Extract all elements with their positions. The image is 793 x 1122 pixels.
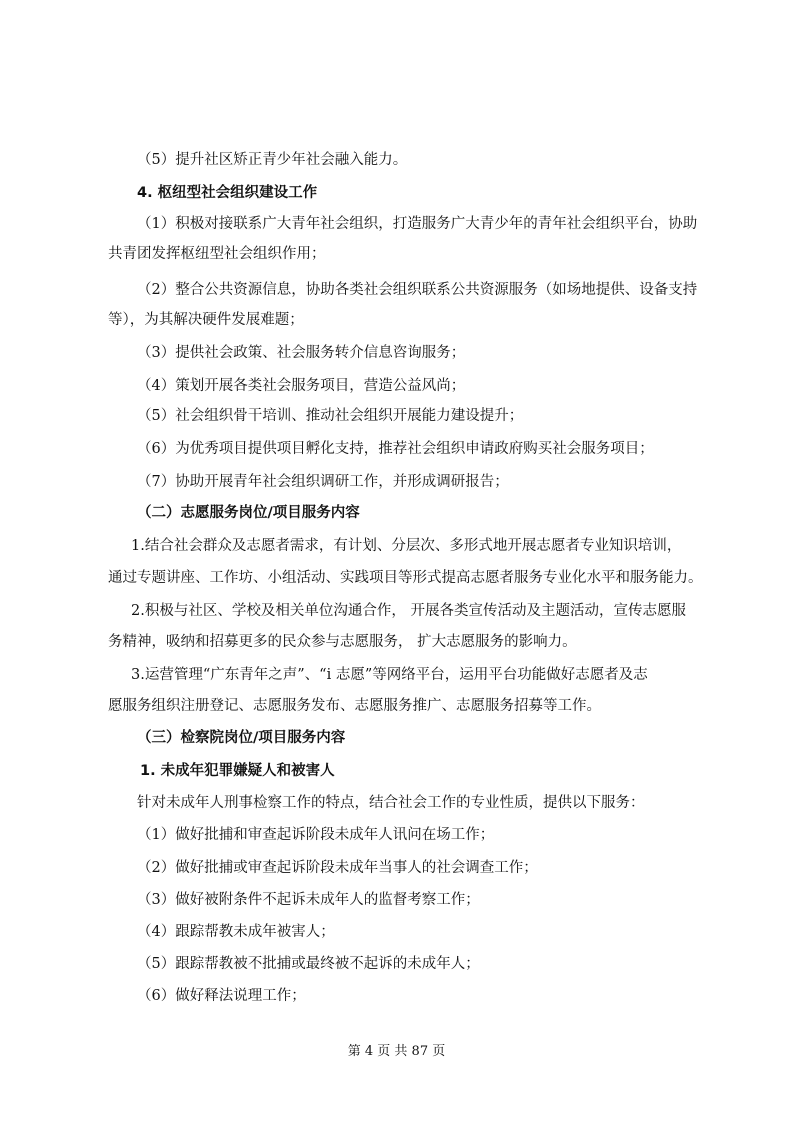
paragraph-line: 针对未成年人刑事检察工作的特点，结合社会工作的专业性质，提供以下服务： [137, 795, 645, 811]
paragraph-line: 共青团发挥枢纽型社会组织作用； [108, 246, 326, 262]
paragraph-line: 务精神，吸纳和招募更多的民众参与志愿服务， 扩大志愿服务的影响力。 [108, 634, 577, 650]
list-item: （7）协助开展青年社会组织调研工作，并形成调研报告； [137, 474, 509, 490]
list-item: （1）做好批捕和审查起诉阶段未成年人讯问在场工作； [137, 827, 495, 843]
list-item: （5）社会组织骨干培训、推动社会组织开展能力建设提升； [137, 408, 524, 424]
section-heading: （二）志愿服务岗位/项目服务内容 [137, 505, 360, 521]
paragraph-line: 1.结合社会群众及志愿者需求，有计划、分层次、多形式地开展志愿者专业知识培训， [131, 538, 682, 554]
list-item: （5）跟踪帮教被不批捕或最终被不起诉的未成年人； [137, 956, 480, 972]
list-item: （4）策划开展各类社会服务项目，营造公益风尚； [137, 378, 466, 394]
list-item: （2）整合公共资源信息，协助各类社会组织联系公共资源服务（如场地提供、设备支持 [137, 282, 698, 298]
list-item: （5）提升社区矫正青少年社会融入能力。 [137, 152, 408, 168]
list-item: （3）做好被附条件不起诉未成年人的监督考察工作； [137, 892, 480, 908]
subsection-heading: 1. 未成年犯罪嫌疑人和被害人 [140, 763, 335, 779]
list-item: （6）做好释法说理工作； [137, 988, 306, 1004]
paragraph-line: 通过专题讲座、工作坊、小组活动、实践项目等形式提高志愿者服务专业化水平和服务能力。 [108, 570, 703, 586]
list-item: （4）跟踪帮教未成年被害人； [137, 924, 335, 940]
list-item: （2）做好批捕或审查起诉阶段未成年当事人的社会调查工作； [137, 860, 538, 876]
paragraph-line: 愿服务组织注册登记、志愿服务发布、志愿服务推广、志愿服务招募等工作。 [108, 698, 601, 714]
list-item: （6）为优秀项目提供项目孵化支持，推荐社会组织申请政府购买社会服务项目； [137, 441, 654, 457]
section-heading: 4. 枢纽型社会组织建设工作 [137, 185, 318, 201]
paragraph-line: 3.运营管理“广东青年之声”、“i 志愿”等网络平台，运用平台功能做好志愿者及志 [131, 667, 648, 683]
section-heading: （三）检察院岗位/项目服务内容 [137, 730, 346, 746]
list-item: （3）提供社会政策、社会服务转介信息咨询服务； [137, 345, 466, 361]
paragraph-line: 等），为其解决硬件发展难题； [108, 312, 304, 328]
list-item: （1）积极对接联系广大青年社会组织，打造服务广大青少年的青年社会组织平台，协助 [137, 216, 698, 232]
page-number-footer: 第 4 页 共 87 页 [347, 1044, 446, 1059]
paragraph-line: 2.积极与社区、学校及相关单位沟通合作， 开展各类宣传活动及主题活动，宣传志愿服 [131, 603, 686, 619]
